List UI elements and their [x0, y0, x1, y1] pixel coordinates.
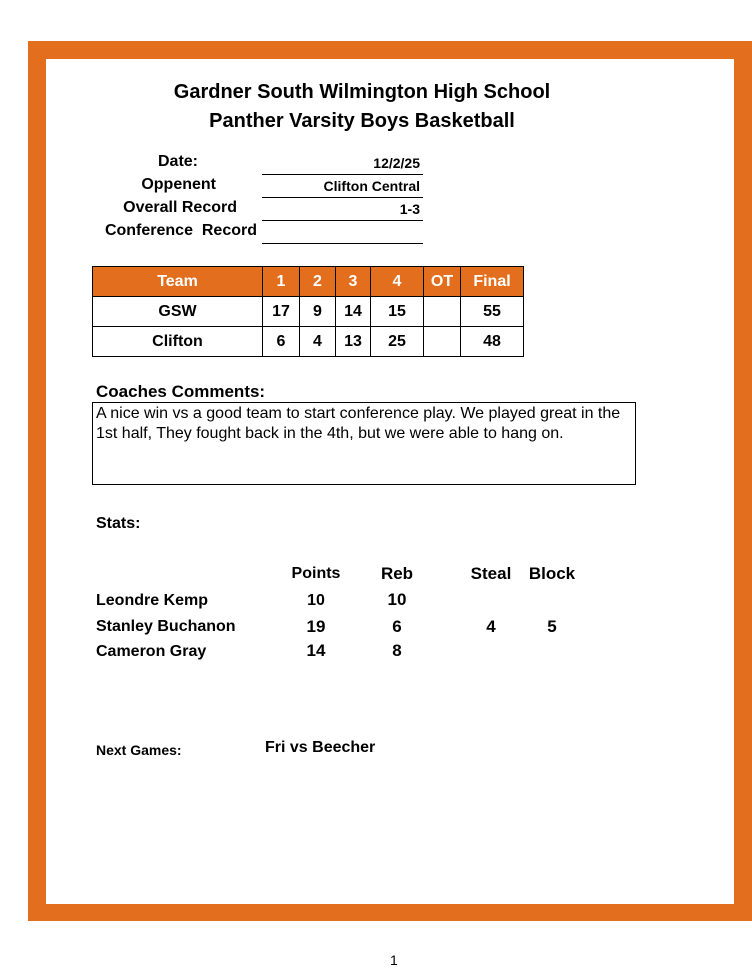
- header-final: Final: [461, 267, 524, 297]
- school-title: Gardner South Wilmington High School: [173, 81, 551, 103]
- q2-score: 4: [300, 327, 336, 357]
- q4-score: 25: [371, 327, 424, 357]
- score-header-row: [93, 267, 524, 297]
- stats-heading: Stats:: [96, 515, 141, 532]
- header-q3: 3: [336, 267, 371, 297]
- player-name: Cameron Gray: [96, 643, 207, 660]
- date-underline: [262, 174, 423, 175]
- coaches-comments-box: A nice win vs a good team to start conference play. We played great in the 1st half, They fought back in the 4th, but we were able to hang on.: [92, 402, 636, 485]
- q2-score: 9: [300, 297, 336, 327]
- points-column-header: Points: [291, 565, 341, 582]
- next-games-value: Fri vs Beecher: [265, 739, 376, 756]
- header-q2: 2: [300, 267, 336, 297]
- team-name: GSW: [93, 297, 263, 327]
- overall-record-label: Overall Record: [123, 199, 237, 216]
- opponent-value: Clifton Central: [323, 178, 420, 194]
- team-name: Clifton: [93, 327, 263, 357]
- q1-score: 17: [263, 297, 300, 327]
- header-team: Team: [93, 267, 263, 297]
- overall-record-underline: [262, 220, 423, 221]
- header-q4: 4: [371, 267, 424, 297]
- q3-score: 14: [336, 297, 371, 327]
- block-column-header: Block: [528, 564, 576, 583]
- final-score: 55: [461, 297, 524, 327]
- q4-score: 15: [371, 297, 424, 327]
- coaches-comments-heading: Coaches Comments:: [96, 382, 266, 401]
- conference-record-underline: [262, 243, 423, 244]
- final-score: 48: [461, 327, 524, 357]
- player-steal: 4: [486, 617, 496, 636]
- player-reb: 10: [387, 590, 407, 609]
- score-table: [92, 266, 524, 357]
- player-name: Leondre Kemp: [96, 592, 209, 609]
- page-number: 1: [390, 952, 398, 968]
- player-points: 10: [307, 592, 325, 609]
- overall-record-value: 1-3: [399, 201, 420, 217]
- header-q1: 1: [263, 267, 300, 297]
- date-value: 12/2/25: [373, 155, 420, 171]
- next-games-label: Next Games:: [96, 742, 182, 758]
- player-points: 19: [306, 617, 326, 636]
- player-name: Stanley Buchanon: [96, 618, 236, 635]
- q3-score: 13: [336, 327, 371, 357]
- player-points: 14: [306, 641, 326, 660]
- player-block: 5: [547, 617, 557, 636]
- conference-record-label: Conference Record: [104, 222, 257, 239]
- reb-column-header: Reb: [380, 564, 414, 583]
- opponent-label: Oppenent: [141, 176, 216, 193]
- score-row-gsw: [93, 297, 524, 327]
- ot-score: [424, 327, 461, 357]
- opponent-underline: [262, 197, 423, 198]
- header-ot: OT: [424, 267, 461, 297]
- team-title: Panther Varsity Boys Basketball: [209, 110, 515, 132]
- date-label: Date:: [157, 153, 198, 170]
- q1-score: 6: [263, 327, 300, 357]
- player-reb: 6: [392, 617, 402, 636]
- steal-column-header: Steal: [470, 564, 512, 583]
- player-reb: 8: [392, 641, 402, 660]
- score-row-clifton: [93, 327, 524, 357]
- ot-score: [424, 297, 461, 327]
